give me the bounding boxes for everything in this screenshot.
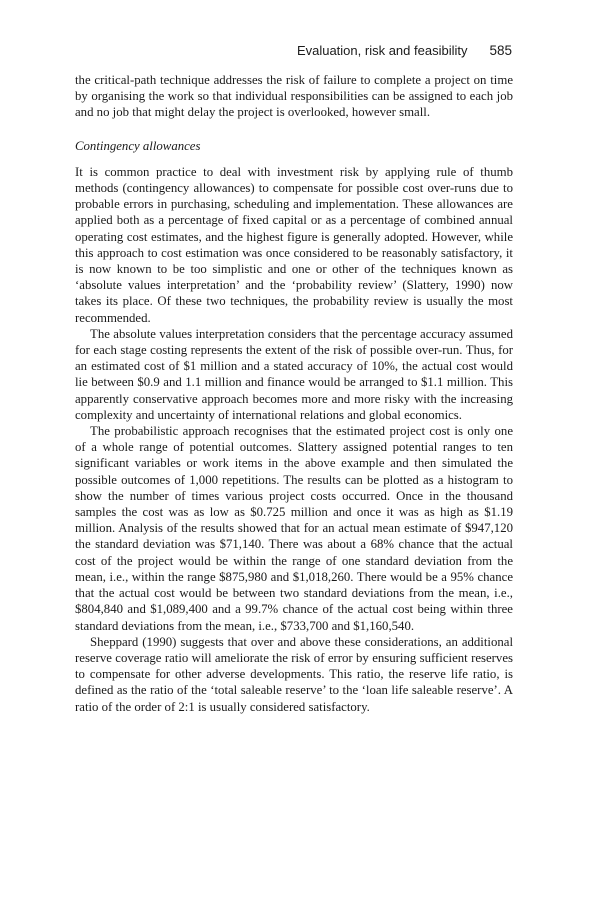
section-heading: Contingency allowances bbox=[75, 138, 201, 153]
running-title: Evaluation, risk and feasibility bbox=[296, 43, 468, 58]
paragraph-contingency-4: Sheppard (1990) suggests that over and above these considerations, an additional reserve coverage ratio will ameliorate the risk of error by ensuring sufficient reserves to compensate for other adverse developments. This ratio, the reserve life ratio, is defined as the ratio of the ‘total saleable reserve’ to the ‘loan life saleable reserve’. A ratio of the order of 2:1 is usually considered satisfactory. bbox=[75, 634, 513, 714]
page-number: 585 bbox=[489, 43, 512, 58]
paragraph-contingency-3: The probabilistic approach recognises that the estimated project cost is only one of a whole range of potential outcomes. Slattery assigned potential ranges to ten significant variables or work items in the above example and then simulated the possible outcomes of 1,000 repetitions. The results can be plotted as a histogram to show the number of times various project costs occurred. Once in the thousand samples the cost was as low as $0.725 million and once it was as high as $1.19 million. Analysis of the results showed that for an actual mean estimate of $947,120 the standard deviation was $71,140. There was about a 68% chance that the actual cost of the project would be within the range of one standard deviation from the mean, i.e., within the range $875,980 and $1,018,260. There would be a 95% chance that the actual cost would be between two standard deviations from the mean, i.e., $804,840 and $1,089,400 and a 99.7% chance of the actual cost being within three standard deviations from the mean, i.e., $733,700 and $1,160,540. bbox=[75, 424, 513, 633]
paragraph-contingency-1: It is common practice to deal with investment risk by applying rule of thumb methods (contingency allowances) to compensate for possible cost over-runs due to probable errors in purchasing, scheduling and implementation. These allowances are applied both as a percentage of fixed capital or as a percentage of combined annual operating cost estimates, and the highest figure is generally adopted. However, while this approach to cost estimation was once considered to be reasonably satisfactory, it is now known to be too simplistic and one or other of the techniques known as ‘absolute values interpretation’ and the ‘probability review’ (Slattery, 1990) now takes its place. Of these two techniques, the probability review is usually the most recommended. bbox=[75, 164, 513, 325]
running-header bbox=[297, 43, 512, 58]
body-text bbox=[75, 72, 513, 715]
paragraph-intro: the critical-path technique addresses the risk of failure to complete a project on time by organising the work so that individual responsibilities can be assigned to each job and no job that might delay the project is overlooked, however small. bbox=[75, 73, 513, 120]
paragraph-contingency-2: The absolute values interpretation considers that the percentage accuracy assumed for each stage costing represents the extent of the risk of possible over-run. Thus, for an estimated cost of $1 million and a stated accuracy of 10%, the actual cost would lie between $0.9 and 1.1 million and finance would be arranged to $1.1 million. This apparently conservative approach becomes more and more risky with the increasing complexity and uncertainty of international relations and global economics. bbox=[75, 326, 513, 422]
